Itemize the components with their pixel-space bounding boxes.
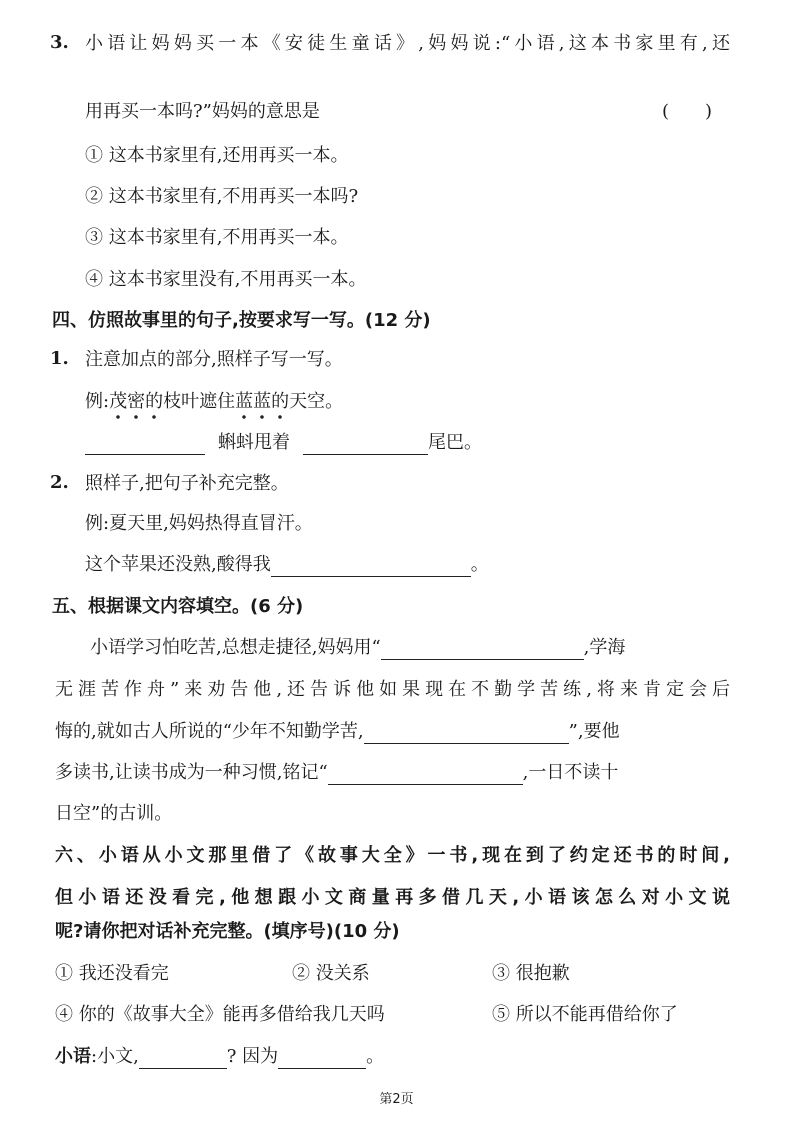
section-title: 呢?请你把对话补充完整。(填序号)(10 分): [55, 921, 400, 942]
page-number: 第2页: [379, 1092, 414, 1107]
example-text: 天空。: [289, 391, 344, 412]
fill-sentence: [85, 431, 482, 455]
answer-blank[interactable]: [364, 723, 569, 744]
text: 小语学习怕吃苦,总想走捷径,妈妈用“: [90, 637, 381, 658]
example-prefix: 例:: [85, 391, 110, 412]
text: ? 因为: [226, 1046, 279, 1067]
option: ④ 这本书家里没有,不用再买一本。: [85, 269, 367, 290]
section-title: 六、小语从小文那里借了《故事大全》一书,现在到了约定还书的时间,: [55, 845, 730, 866]
option: ① 这本书家里有,还用再买一本。: [85, 145, 349, 166]
fill-text: 这个苹果还没熟,酸得我: [85, 554, 271, 575]
dialogue-line: [55, 1045, 384, 1069]
option: ② 这本书家里有,不用再买一本吗?: [85, 186, 359, 207]
text: ,一日不读十: [522, 762, 619, 783]
question-number: 3.: [50, 32, 69, 53]
text: 悔的,就如古人所说的“少年不知勤学苦,: [55, 721, 364, 742]
speaker-label: 小语: [55, 1046, 91, 1067]
answer-parentheses[interactable]: ( ): [662, 101, 713, 122]
answer-blank[interactable]: [278, 1048, 366, 1069]
text: ,学海: [583, 637, 626, 658]
example-sentence: 例:夏天里,妈妈热得直冒汗。: [85, 513, 313, 534]
option: ① 我还没看完: [55, 963, 169, 984]
option: ③ 很抱歉: [492, 963, 570, 984]
paragraph-line: 无涯苦作舟”来劝告他,还告诉他如果现在不勤学苦练,将来肯定会后: [55, 679, 730, 700]
answer-blank[interactable]: [139, 1048, 227, 1069]
paragraph-line: 日空”的古训。: [55, 803, 173, 824]
example-sentence: [85, 390, 343, 414]
question-number: 1.: [50, 348, 69, 369]
text: ”,要他: [568, 721, 620, 742]
option: ④ 你的《故事大全》能再多借给我几天吗: [55, 1004, 385, 1025]
fill-text: 。: [470, 554, 489, 575]
text: 。: [366, 1046, 385, 1067]
question-text: 用再买一本吗?”妈妈的意思是: [85, 101, 320, 122]
question-number: 2.: [50, 472, 69, 493]
paragraph-line: [90, 636, 625, 660]
fill-sentence: [85, 553, 489, 577]
section-title: 四、仿照故事里的句子,按要求写一写。(12 分): [52, 310, 431, 331]
answer-blank[interactable]: [303, 434, 428, 455]
question-text: 照样子,把句子补充完整。: [85, 473, 289, 494]
paragraph-line: [55, 720, 620, 744]
option: ③ 这本书家里有,不用再买一本。: [85, 227, 349, 248]
answer-blank[interactable]: [381, 639, 584, 660]
dotted-word: 茂密的: [109, 390, 163, 420]
answer-blank[interactable]: [328, 764, 523, 785]
answer-blank[interactable]: [271, 556, 471, 577]
fill-text: 蝌蚪甩着: [218, 432, 290, 453]
dotted-word: 蓝蓝的: [235, 390, 289, 420]
option: ② 没关系: [292, 963, 370, 984]
question-text: 注意加点的部分,照样子写一写。: [85, 349, 343, 370]
fill-text: 尾巴。: [428, 432, 482, 453]
option: ⑤ 所以不能再借给你了: [492, 1004, 678, 1025]
paragraph-line: [55, 761, 618, 785]
text: 多读书,让读书成为一种习惯,铭记“: [55, 762, 328, 783]
text: :小文,: [91, 1046, 139, 1067]
section-title: 但小语还没看完,他想跟小文商量再多借几天,小语该怎么对小文说: [55, 887, 730, 908]
question-text: 小语让妈妈买一本《安徒生童话》,妈妈说:“小语,这本书家里有,还: [85, 33, 730, 54]
section-title: 五、根据课文内容填空。(6 分): [52, 596, 304, 617]
answer-blank[interactable]: [85, 434, 205, 455]
example-text: 枝叶遮住: [163, 391, 236, 412]
